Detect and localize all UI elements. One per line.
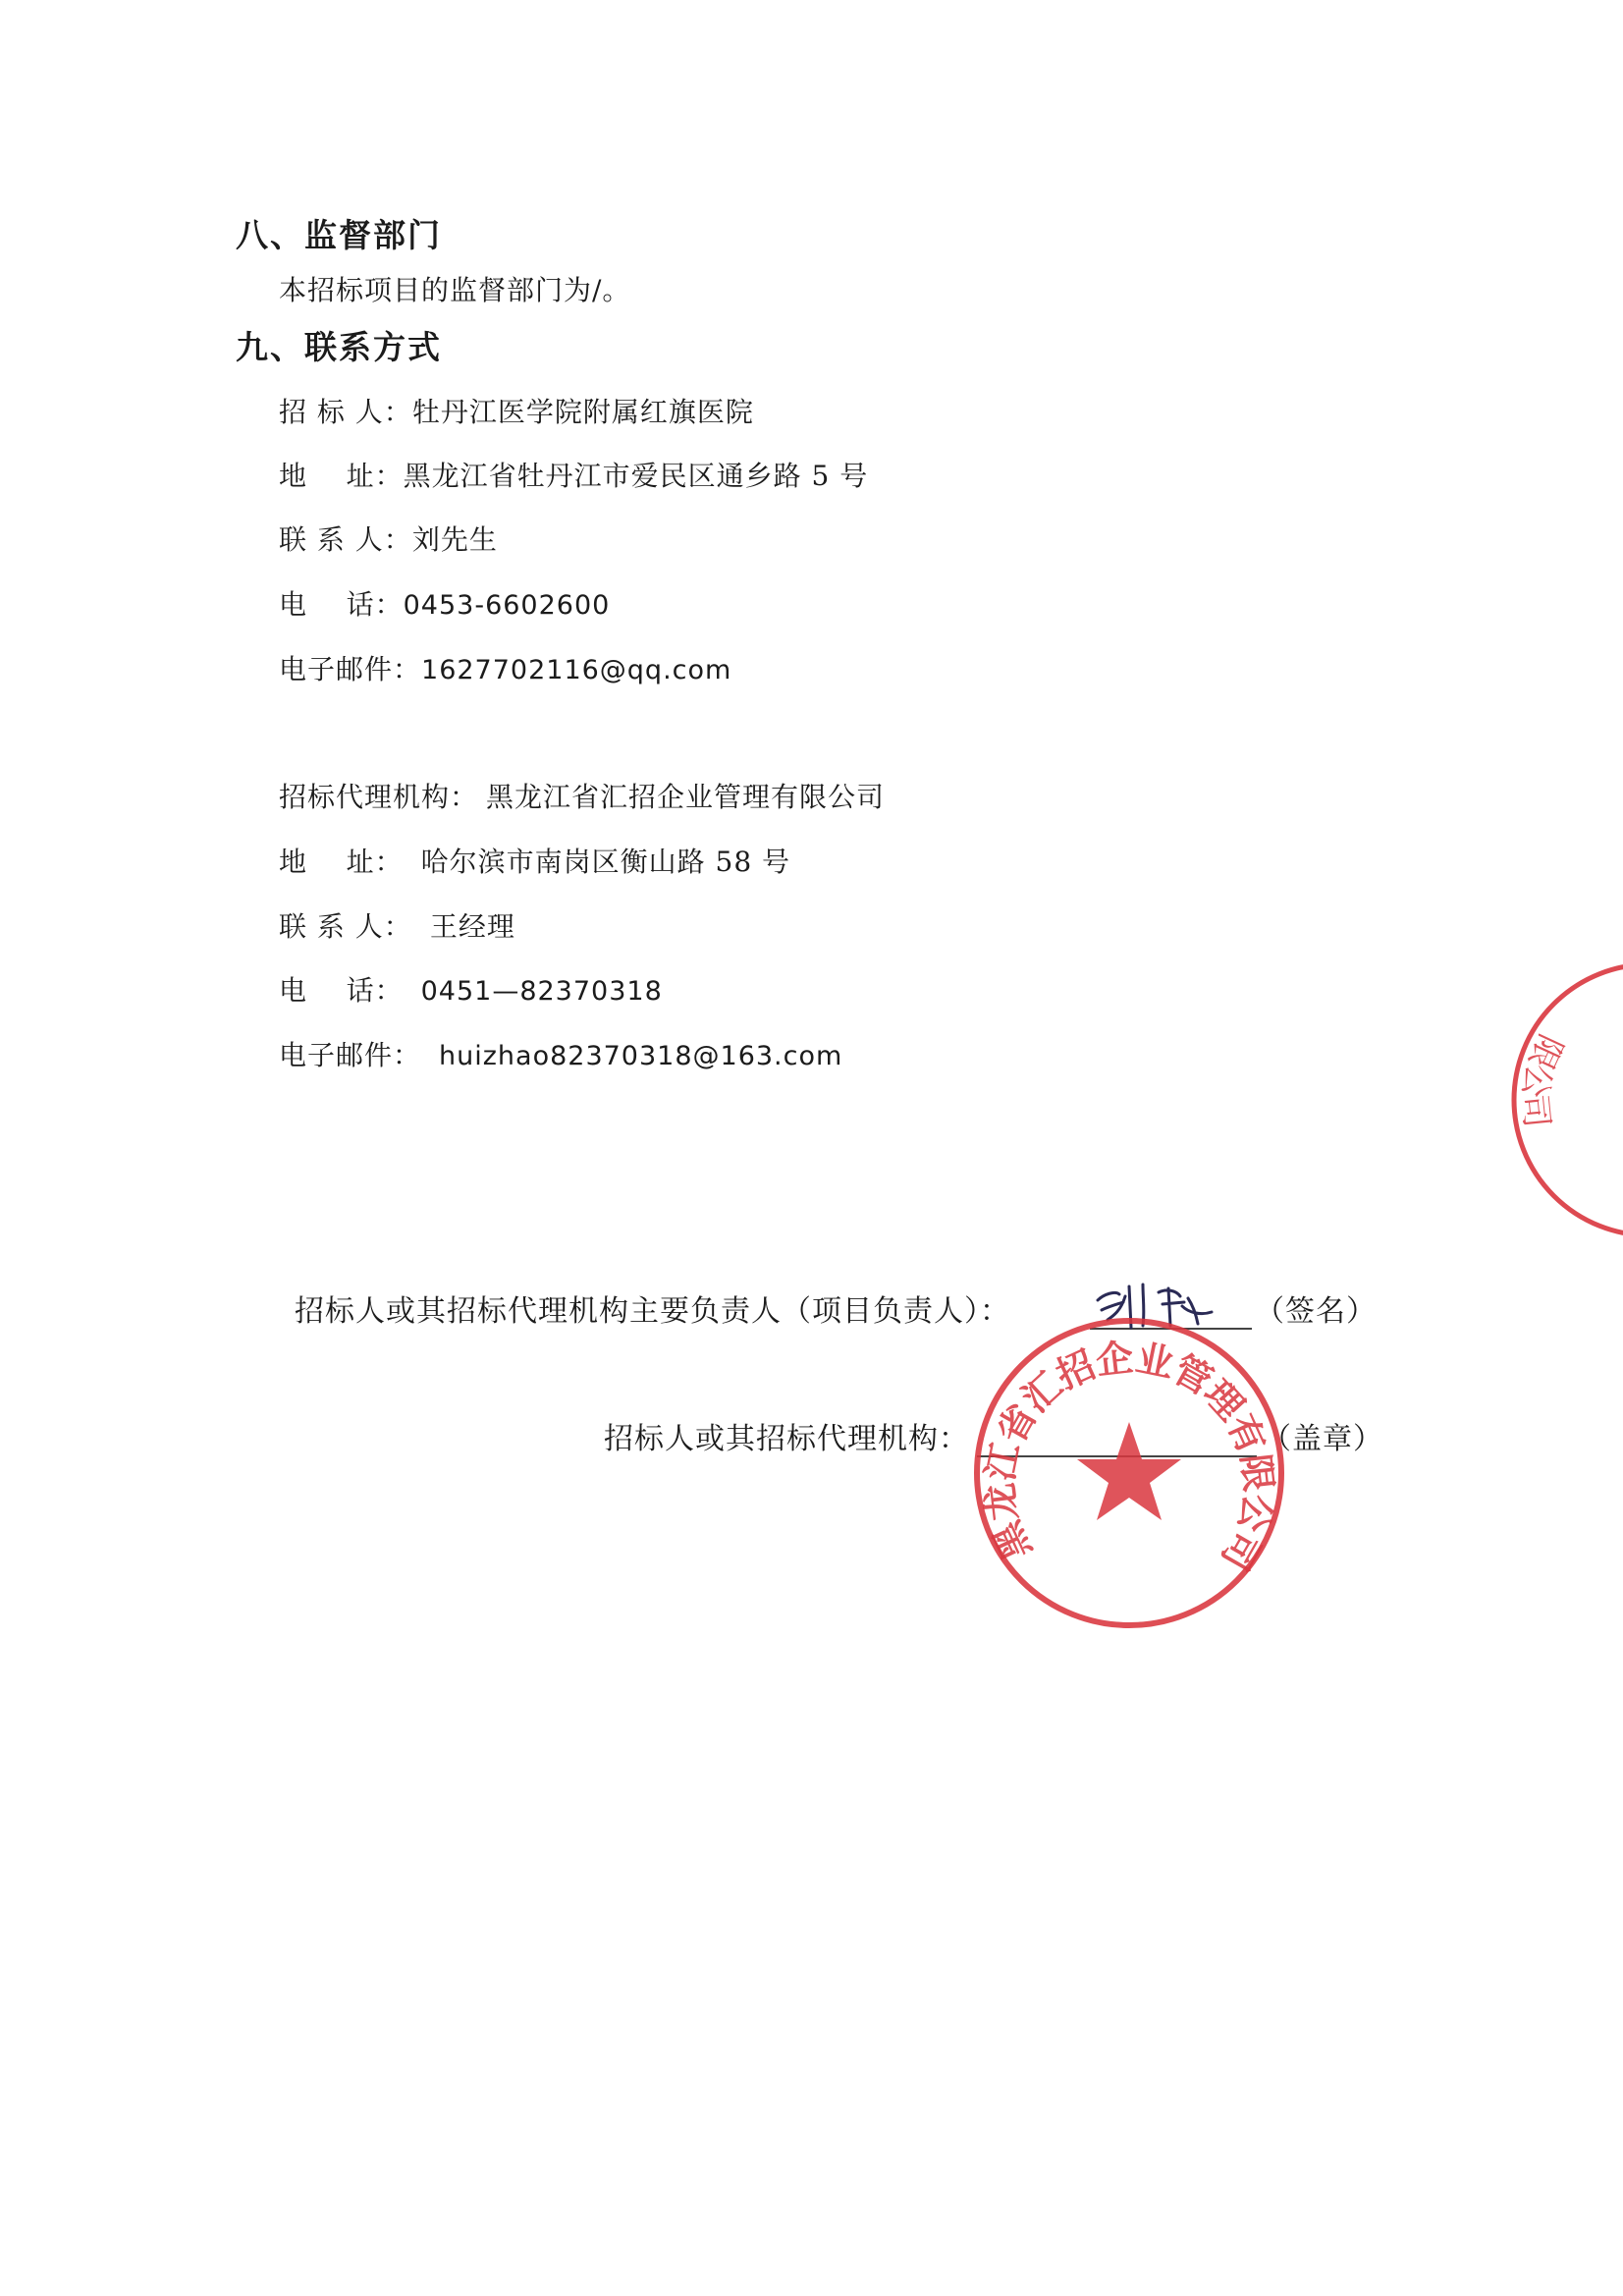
tenderer-address-label: 地 址： <box>279 460 404 492</box>
svg-text:限公司: 限公司 <box>1513 1028 1571 1130</box>
tenderer-contact-label: 联 系 人： <box>279 523 412 556</box>
signature-label: 招标人或其招标代理机构主要负责人（项目负责人）： <box>295 1294 1010 1329</box>
agency-name-row <box>279 776 885 815</box>
tenderer-phone-row <box>279 583 610 623</box>
tenderer-email-row <box>279 648 731 687</box>
tenderer-phone: 0453-6602600 <box>403 590 611 621</box>
tenderer-name: 牡丹江医学院附属红旗医院 <box>411 396 754 428</box>
agency-email-row <box>279 1034 842 1073</box>
section-9-heading: 九、联系方式 <box>236 328 442 366</box>
tenderer-name-row <box>279 391 754 430</box>
agency-phone: 0451—82370318 <box>420 976 663 1007</box>
section-8-heading: 八、监督部门 <box>236 216 442 254</box>
tenderer-email: 1627702116@qq.com <box>421 655 732 685</box>
agency-address: 哈尔滨市南岗区衡山路 58 号 <box>420 846 791 878</box>
agency-contact-label: 联 系 人： <box>279 910 412 943</box>
company-seal <box>962 1306 1296 1640</box>
seal-suffix: （盖章） <box>1262 1422 1383 1456</box>
agency-address-row <box>279 841 790 880</box>
signature-suffix: （签名） <box>1255 1294 1377 1329</box>
seal-label: 招标人或其招标代理机构： <box>604 1422 969 1456</box>
tenderer-contact: 刘先生 <box>411 523 498 556</box>
signature-row <box>295 1286 1010 1330</box>
svg-text:黑龙江省汇招企业管理有限公司: 黑龙江省汇招企业管理有限公司 <box>976 1335 1282 1579</box>
agency-phone-label: 电 话： <box>279 974 404 1007</box>
agency-contact: 王经理 <box>429 910 515 943</box>
tenderer-address-row <box>279 455 868 494</box>
tenderer-phone-label: 电 话： <box>279 588 404 621</box>
tenderer-address: 黑龙江省牡丹江市爱民区通乡路 5 号 <box>403 460 869 492</box>
agency-email-label: 电子邮件： <box>279 1039 422 1071</box>
agency-name-label: 招标代理机构： <box>279 781 479 813</box>
agency-email: huizhao82370318@163.com <box>439 1041 843 1071</box>
agency-name: 黑龙江省汇招企业管理有限公司 <box>486 781 886 813</box>
agency-address-label: 地 址： <box>279 846 404 878</box>
seal-star <box>1077 1422 1181 1520</box>
seal-row <box>604 1414 969 1457</box>
tenderer-name-label: 招 标 人： <box>279 396 412 428</box>
partial-seal <box>1502 953 1623 1247</box>
agency-contact-row <box>279 905 515 945</box>
agency-phone-row <box>279 969 663 1009</box>
section-8-text: 本招标项目的监督部门为/。 <box>279 274 631 306</box>
tenderer-email-label: 电子邮件： <box>279 653 422 685</box>
tenderer-contact-row <box>279 519 498 558</box>
